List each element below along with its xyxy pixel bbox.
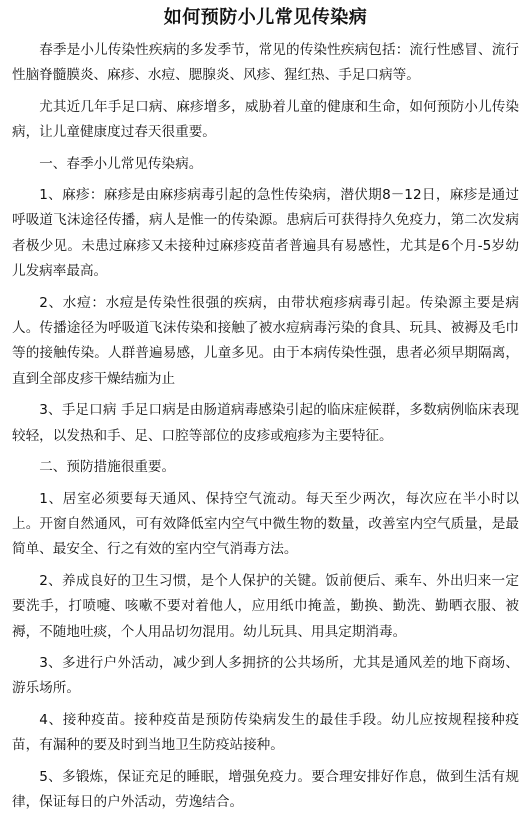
section-heading-prevention: 二、预防措施很重要。 xyxy=(39,459,176,476)
paragraph-importance: 尤其近几年手足口病、麻疹增多，威胁着儿童的健康和生命，如何预防小儿传染病，让儿童健康度过春天很重要。 xyxy=(12,98,519,141)
paragraph-outdoor-activity: 3、多进行户外活动，减少到人多拥挤的公共场所，尤其是通风差的地下商场、游乐场所。 xyxy=(12,654,519,697)
paragraph-vaccination: 4、接种疫苗。接种疫苗是预防传染病发生的最佳手段。幼儿应按规程接种疫苗，有漏种的要及时到当地卫生防疫站接种。 xyxy=(12,711,519,754)
paragraph-hand-foot-mouth: 3、手足口病 手足口病是由肠道病毒感染引起的临床症候群，多数病例临床表现较轻，以发热和手、足、口腔等部位的皮疹或疱疹为主要特征。 xyxy=(12,402,519,444)
paragraph-measles: 1、麻疹：麻疹是由麻疹病毒引起的急性传染病，潜伏期8－12日，麻疹是通过呼吸道飞沫途径传播，病人是惟一的传染源。患病后可获得持久免疫力，第二次发病者极少见。未患过麻疹又未接种过麻疹疫苗者普遍具有易感性，尤其是6个月-5岁幼儿发病率最高。 xyxy=(12,187,519,280)
paragraph-exercise: 5、多锻炼，保证充足的睡眠，增强免疫力。要合理安排好作息，做到生活有规律，保证每日的户外活动，劳逸结合。 xyxy=(12,768,519,810)
paragraph-chickenpox: 2、水痘：水痘是传染性很强的疾病，由带状疱疹病毒引起。传染源主要是病人。传播途径为呼吸道飞沫传染和接触了被水痘病毒污染的食具、玩具、被褥及毛巾等的接触传染。人群普遍易感，儿童多见。由于本病传染性强，患者必须早期隔离，直到全部皮疹干燥结痂为止 xyxy=(12,294,519,387)
paragraph-intro: 春季是小儿传染性疾病的多发季节，常见的传染性疾病包括：流行性感冒、流行性脑脊髓膜炎、麻疹、水痘、腮腺炎、风疹、猩红热、手足口病等。 xyxy=(12,42,519,84)
article-title: 如何预防小儿常见传染病 xyxy=(163,7,368,28)
paragraph-ventilation: 1、居室必须要每天通风、保持空气流动。每天至少两次，每次应在半小时以上。开窗自然通风，可有效降低室内空气中微生物的数量，改善室内空气质量，是最简单、最安全、行之有效的室内空气消毒方法。 xyxy=(12,490,519,558)
paragraph-hygiene: 2、养成良好的卫生习惯，是个人保护的关键。饭前便后、乘车、外出归来一定要洗手，打喷嚏、咳嗽不要对着他人，应用纸巾掩盖，勤换、勤洗、勤晒衣服、被褥，不随地吐痰，个人用品切勿混用。幼儿玩具、用具定期消毒。 xyxy=(12,572,519,640)
section-heading-common-diseases: 一、春季小儿常见传染病。 xyxy=(39,155,203,172)
